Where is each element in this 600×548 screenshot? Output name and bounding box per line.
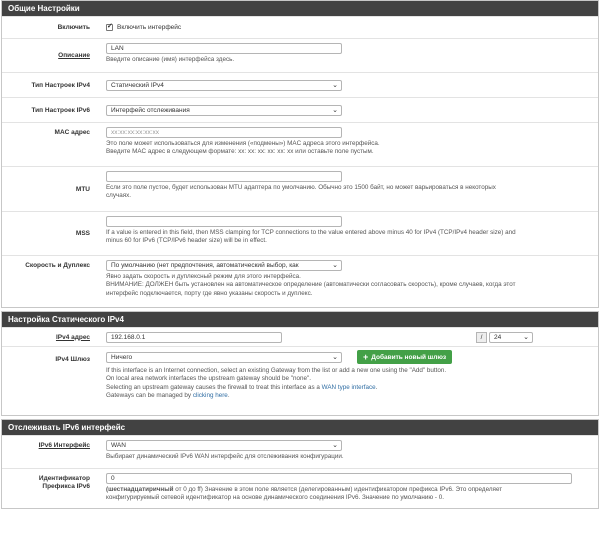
row-ipv6-type: [2, 97, 598, 122]
enable-checkbox-label: Включить интерфейс: [117, 24, 182, 31]
ipv6-interface-select[interactable]: WAN ⌄: [106, 440, 342, 451]
row-ipv6-interface: [2, 435, 598, 468]
ipv4-mask-select[interactable]: 24 ⌄: [489, 332, 533, 343]
mss-help: If a value is entered in this field, then MSS clamping for TCP connections to the value entered above minus 40 for IPv4 (TCP/IPv4 header size) and minus 60 for IPv6 (TCP/IPv6 header size) will be in effect.: [106, 229, 516, 245]
speed-label: Скорость и Дуплекс: [25, 262, 90, 269]
ipv4-address-label: IPv4 адрес: [55, 333, 90, 341]
chevron-down-icon: ⌄: [332, 262, 338, 269]
panel-title-static-ipv4: Настройка Статического IPv4: [2, 312, 598, 327]
manage-gateways-link[interactable]: clicking here: [192, 392, 228, 400]
row-description: [2, 38, 598, 72]
ipv4-address-input[interactable]: 192.168.0.1: [106, 332, 282, 343]
plus-icon: +: [363, 352, 369, 362]
enable-checkbox-wrap[interactable]: [106, 24, 181, 31]
mac-label: MAC адрес: [54, 129, 90, 136]
add-gateway-button[interactable]: + Добавить новый шлюз: [357, 350, 452, 364]
mtu-help: Если это поле пустое, будет использован MTU адаптера по умолчанию. Обычно это 1500 байт, но может варьироваться в некоторых случаях.: [106, 184, 496, 200]
general-settings-panel: [1, 0, 599, 308]
row-mss: [2, 211, 598, 255]
row-mac: [2, 122, 598, 166]
ipv6-prefix-id-label: Идентификатор Префикса IPv6: [38, 475, 90, 490]
panel-title-track-ipv6: Отслеживать IPv6 интерфейс: [2, 420, 598, 435]
mtu-label: MTU: [75, 185, 90, 193]
mss-input[interactable]: [106, 216, 342, 227]
row-ipv6-prefix-id: [2, 468, 598, 508]
ipv6-prefix-id-input[interactable]: 0: [106, 473, 572, 484]
track-ipv6-panel: [1, 419, 599, 509]
chevron-down-icon: ⌄: [332, 106, 338, 114]
check-icon: ✓: [107, 23, 113, 30]
row-ipv4-gateway: [2, 346, 598, 415]
ipv4-gateway-select[interactable]: Ничего ⌄: [106, 352, 342, 363]
ipv6-type-label: Тип Настроек IPv6: [31, 106, 90, 114]
mac-help: Это поле может использоваться для изменения («подмены») MAC адреса этого интерфейса. Введите MAC адрес в следующем формате: xx: xx: xx: xx: xx: xx или оставьте поле пустым.: [106, 140, 380, 156]
speed-select[interactable]: По умолчанию (нет предпочтения, автоматический выбор, как ⌄: [106, 260, 342, 271]
row-enable: [2, 16, 598, 38]
ipv4-type-select[interactable]: Статический IPv4 ⌄: [106, 80, 342, 91]
mtu-input[interactable]: [106, 171, 342, 182]
mss-label: MSS: [75, 230, 90, 237]
ipv4-type-label: Тип Настроек IPv4: [31, 81, 90, 89]
ipv6-interface-help: Выбирает динамический IPv6 WAN интерфейс для отслеживания конфигурации.: [106, 453, 344, 460]
ipv6-type-select[interactable]: Интерфейс отслеживания ⌄: [106, 105, 342, 116]
ipv4-gateway-help: If this interface is an Internet connection, select an existing Gateway from the list or add a new one using the "Add" button. On local area network interfaces the upstream gateway should be "none". Selecting an upstream gateway causes the firewall to treat this interface as a WAN type interface. Gateways can be managed by clicking here.: [106, 367, 447, 400]
row-mtu: [2, 166, 598, 211]
enable-label: Включить: [57, 24, 90, 31]
enable-checkbox[interactable]: [106, 24, 113, 31]
chevron-down-icon: ⌄: [523, 333, 529, 341]
description-help: Введите описание (имя) интерфейса здесь.: [106, 56, 235, 63]
chevron-down-icon: ⌄: [332, 353, 338, 361]
chevron-down-icon: ⌄: [332, 442, 338, 449]
row-ipv4-address: [2, 327, 598, 346]
ipv4-gateway-label: IPv4 Шлюз: [55, 356, 90, 363]
row-ipv4-type: [2, 72, 598, 97]
row-speed: [2, 255, 598, 307]
ipv4-mask-slash: /: [476, 332, 487, 343]
chevron-down-icon: ⌄: [332, 81, 338, 89]
ipv6-prefix-id-help: (шестнадцатиричный от 0 до ff) Значение в этом поле является (делегированным) идентификатором префикса IPv6. Это определяет конфигурируемый сетевой идентификатор на основе динамического соединения IPv6. Значение по умолчанию - 0.: [106, 486, 503, 502]
ipv6-interface-label: IPv6 Интерфейс: [38, 442, 90, 449]
speed-help: Явно задать скорость и дуплексный режим для этого интерфейса. ВНИМАНИЕ: ДОЛЖЕН быть установлен на автоматическое определение (автоматически согласовать скорость), кроме случаев, когда этот интерфейс подключается, порту где явно указаны скорость и дуплекс.: [106, 273, 516, 297]
static-ipv4-panel: [1, 311, 599, 416]
description-input[interactable]: LAN: [106, 43, 342, 54]
mac-input[interactable]: xx:xx:xx:xx:xx:xx: [106, 127, 342, 138]
wan-type-interface-link[interactable]: WAN type interface: [321, 383, 376, 391]
description-label: Описание: [58, 52, 90, 59]
panel-title-general: Общие Настройки: [2, 1, 598, 16]
